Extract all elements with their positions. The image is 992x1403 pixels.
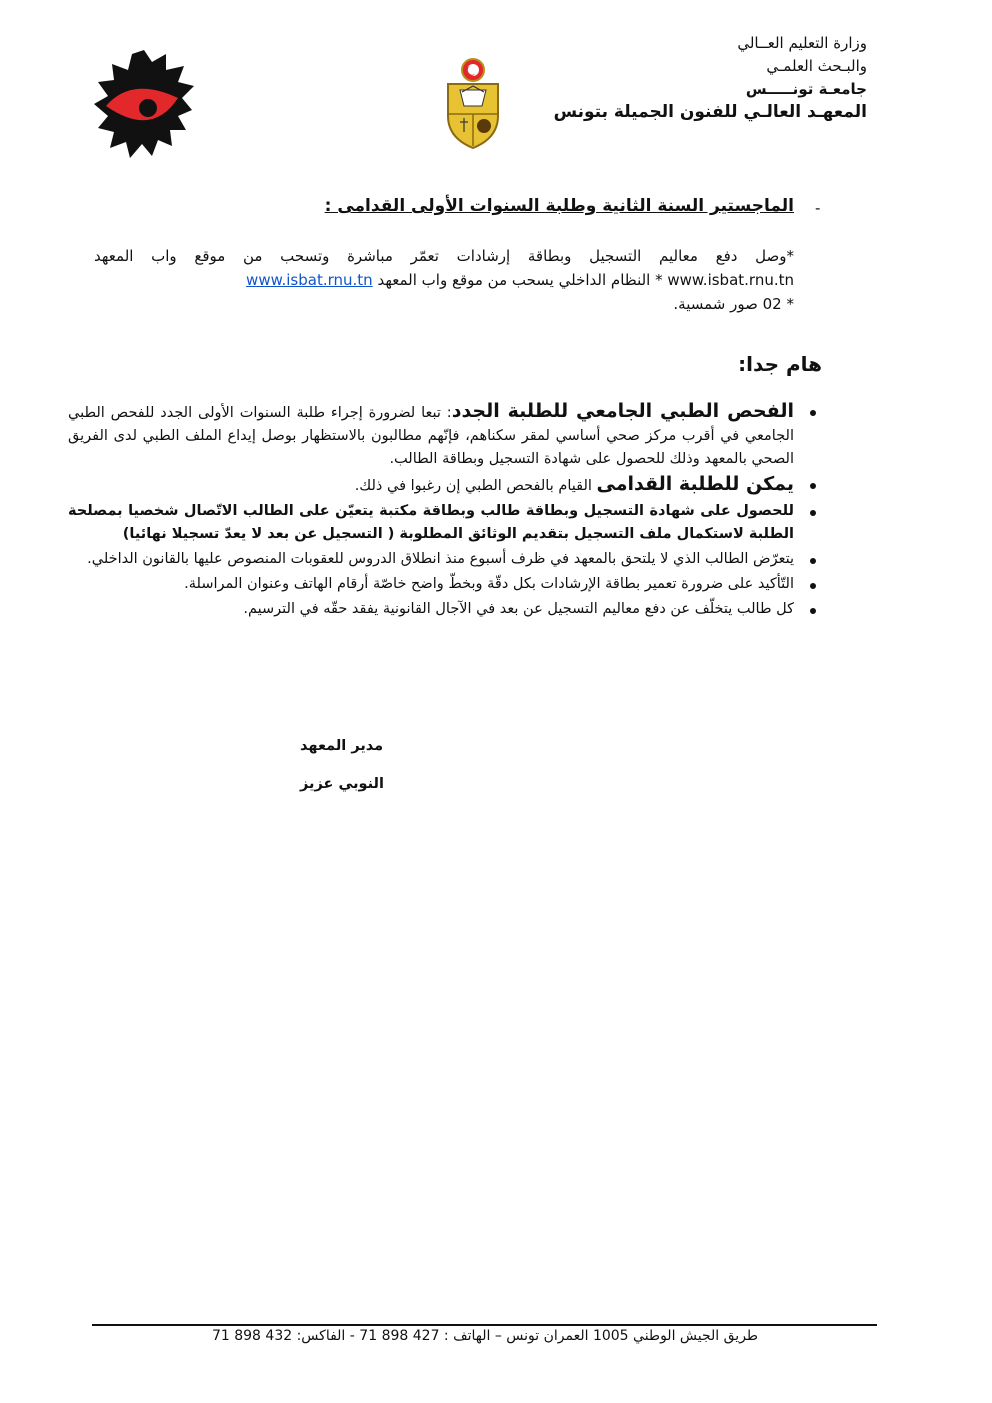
list-item-text: للحصول على شهادة التسجيل وبطاقة طالب وبطاقة مكتبة يتعيّن على الطالب الاتّصال شخصيا بمصلحة الطلبة لاستكمال ملف التسجيل بتقديم الوثائق المطلوبة ( التسجيل عن بعد لا يعدّ تسجيلا نهائيا) <box>68 503 794 542</box>
list-item-text: القيام بالفحص الطبي إن رغبوا في ذلك. <box>354 478 597 494</box>
requirement-line-2 <box>94 268 794 292</box>
heading-dash: - <box>815 199 821 217</box>
list-item <box>68 598 794 621</box>
institute-logo-icon <box>92 46 196 164</box>
list-item <box>68 500 794 546</box>
ministry-name: وزارة التعليم العــالي <box>737 34 867 52</box>
university-name: جامعـة تونـــــس <box>745 80 867 98</box>
list-item-text: : تبعا لضرورة إجراء طلبة السنوات الأولى الجدد للفحص الطبي الجامعي في أقرب مركز صحي أساسي لمقر سكناهم، فإنّهم مطالبون بالاستظهار بوصل إيداع الملف الطبي لدى الفريق الصحي بالمعهد وذلك للحصول على شهادة التسجيل وبطاقة الطالب. <box>68 405 794 467</box>
requirement-line-2-text: www.isbat.rnu.tn * النظام الداخلي يسحب من موقع واب المعهد <box>377 271 794 289</box>
requirement-line-1: *وصل دفع معاليم التسجيل وبطاقة إرشادات تعمّر مباشرة وتسحب من موقع واب المعهد <box>94 247 794 265</box>
section-title: الماجستير السنة الثانية وطلبة السنوات الأولى القدامى : <box>324 196 794 216</box>
signature-role: مدير المعهد <box>300 738 384 754</box>
important-heading: هام جدا: <box>738 352 822 376</box>
coat-of-arms-icon <box>440 56 506 150</box>
footer-divider <box>92 1324 877 1326</box>
list-item-text: التّأكيد على ضرورة تعمير بطاقة الإرشادات بكل دقّة وبخطّ واضح خاصّة أرقام الهاتف وعنوان المراسلة. <box>184 576 794 592</box>
list-item <box>68 473 794 498</box>
list-item-bold: يمكن للطلبة القدامى <box>596 473 794 495</box>
requirement-line-3: * 02 صور شمسية. <box>673 295 794 313</box>
list-item <box>68 573 794 596</box>
requirements-paragraph <box>94 244 794 316</box>
signature-name: النوبي عزيز <box>300 776 384 792</box>
institute-name: المعهـد العالـي للفنون الجميلة بتونس <box>553 102 867 122</box>
research-name: والبـحث العلمـي <box>766 57 867 75</box>
list-item-text: كل طالب يتخلّف عن دفع معاليم التسجيل عن بعد في الآجال القانونية يفقد حقّه في الترسيم. <box>243 601 794 617</box>
notes-list <box>68 400 822 623</box>
list-item <box>68 548 794 571</box>
list-item-text: يتعرّض الطالب الذي لا يلتحق بالمعهد في ظرف أسبوع منذ انطلاق الدروس للعقوبات المنصوص عليها بالقانون الداخلي. <box>87 551 794 567</box>
ministry-header <box>537 32 867 124</box>
list-item <box>68 400 794 471</box>
footer-address: طريق الجيش الوطني 1005 العمران تونس – الهاتف : 427 898 71 - الفاكس: 432 898 71 <box>211 1328 759 1344</box>
list-item-bold: الفحص الطبي الجامعي للطلبة الجدد <box>451 400 795 422</box>
institute-website-link[interactable]: www.isbat.rnu.tn <box>246 271 373 289</box>
